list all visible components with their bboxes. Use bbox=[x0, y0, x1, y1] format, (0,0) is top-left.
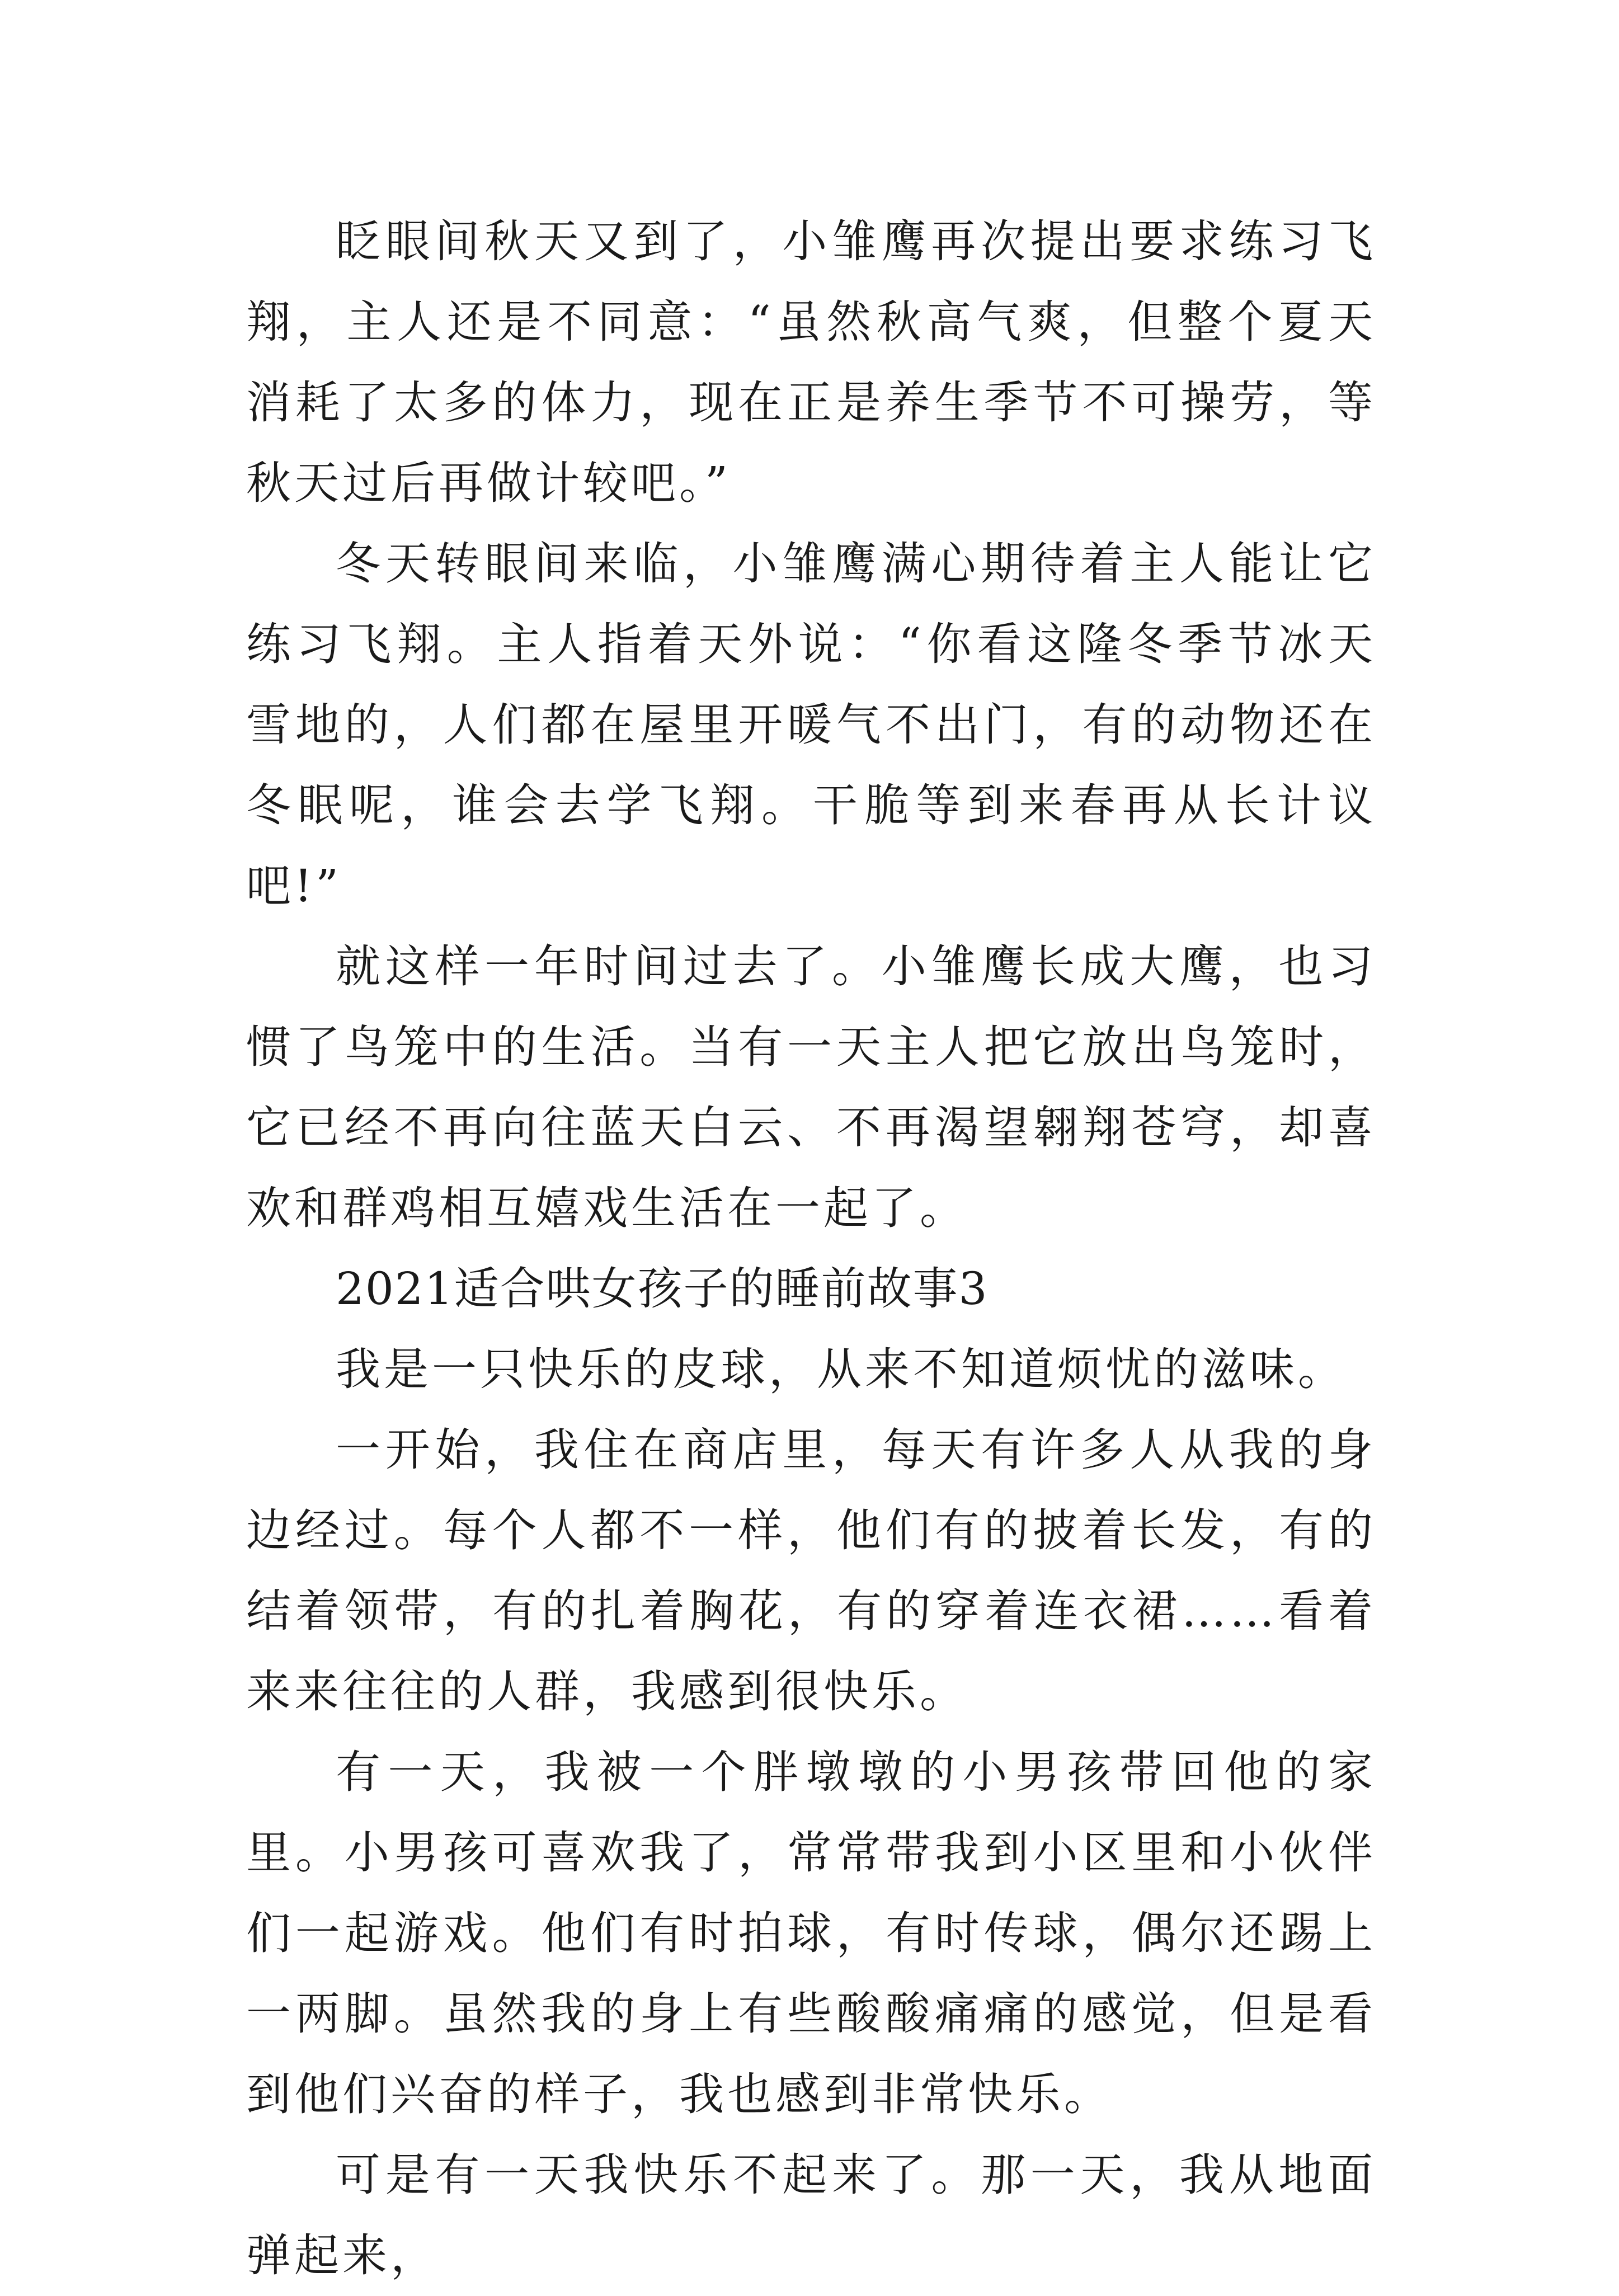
paragraph-boy: 有一天，我被一个胖墩墩的小男孩带回他的家里。小男孩可喜欢我了，常常带我到小区里和小伙伴们一起游戏。他们有时拍球，有时传球，偶尔还踢上一两脚。虽然我的身上有些酸酸痛痛的感觉，但是看到他们兴奋的样子，我也感到非常快乐。 bbox=[246, 1746, 1376, 2120]
paragraph-ball-intro: 我是一只快乐的皮球，从来不知道烦忧的滋味。 bbox=[336, 1343, 1346, 1395]
paragraph-shop: 一开始，我住在商店里，每天有许多人从我的身边经过。每个人都不一样，他们有的披着长发，有的结着领带，有的扎着胸花，有的穿着连衣裙……看着来来往往的人群，我感到很快乐。 bbox=[246, 1424, 1376, 1718]
section-heading: 2021适合哄女孩子的睡前故事3 bbox=[336, 1263, 989, 1315]
paragraph-unhappy: 可是有一天我快乐不起来了。那一天，我从地面弹起来， bbox=[246, 2149, 1376, 2281]
paragraph-autumn: 眨眼间秋天又到了，小雏鹰再次提出要求练习飞翔，主人还是不同意：“虽然秋高气爽，但整个夏天消耗了太多的体力，现在正是养生季节不可操劳，等秋天过后再做计较吧。” bbox=[246, 215, 1376, 509]
paragraph-winter: 冬天转眼间来临，小雏鹰满心期待着主人能让它练习飞翔。主人指着天外说：“你看这隆冬季节冰天雪地的，人们都在屋里开暖气不出门，有的动物还在冬眠呢，谁会去学飞翔。干脆等到来春再从长计议吧!” bbox=[246, 538, 1376, 912]
document-body bbox=[246, 201, 1376, 2296]
paragraph-year-passed: 就这样一年时间过去了。小雏鹰长成大鹰，也习惯了鸟笼中的生活。当有一天主人把它放出鸟笼时，它已经不再向往蓝天白云、不再渴望翱翔苍穹，却喜欢和群鸡相互嬉戏生活在一起了。 bbox=[246, 940, 1376, 1234]
